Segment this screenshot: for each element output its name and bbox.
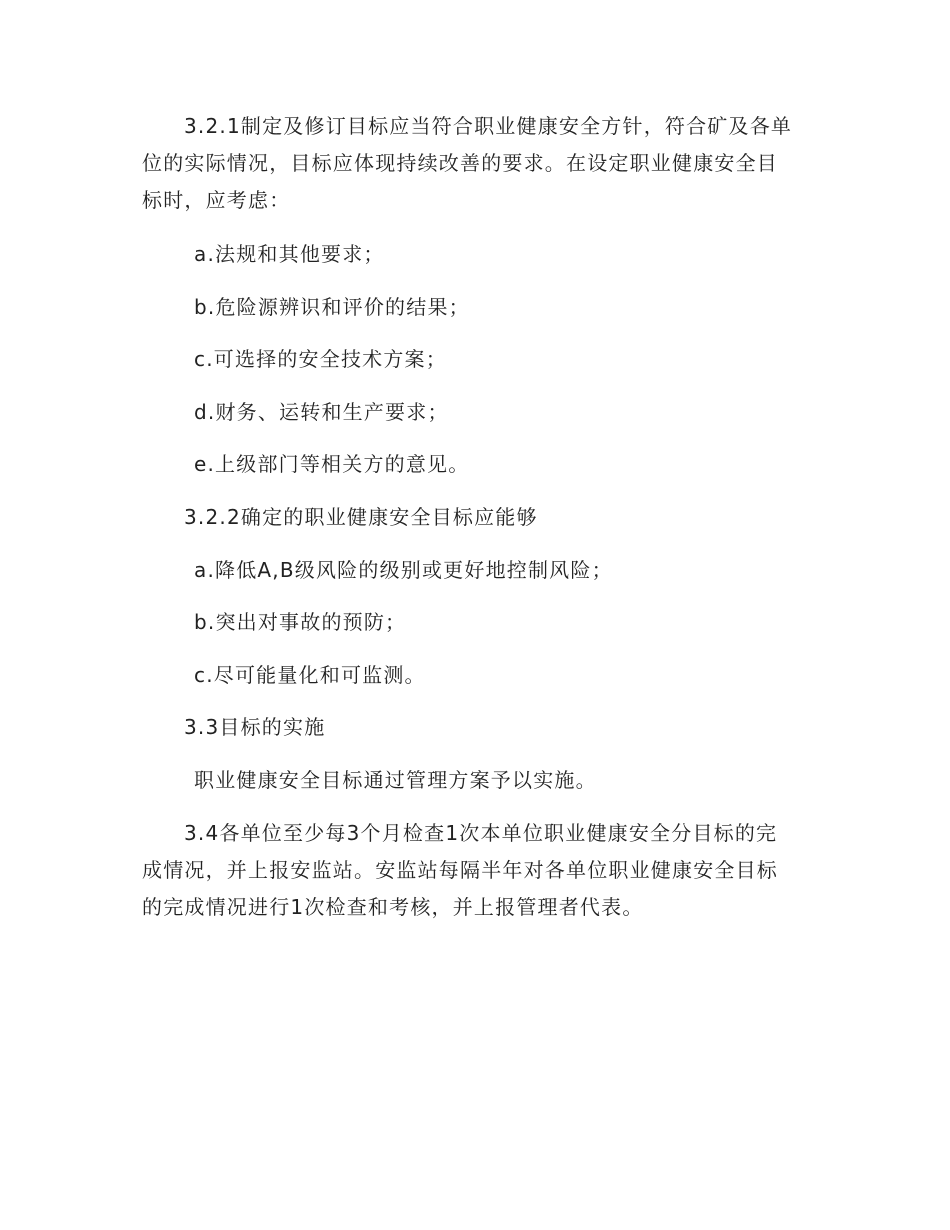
list-item: b.危险源辨识和评价的结果；: [194, 295, 470, 319]
para-33: 职业健康安全目标通过管理方案予以实施。: [194, 768, 597, 792]
list-item: a.降低A,B级风险的级别或更好地控制风险；: [194, 558, 613, 582]
para-321-line-1: 3.2.1制定及修订目标应当符合职业健康安全方针，符合矿及各单: [184, 114, 793, 138]
section-heading-322: 3.2.2确定的职业健康安全目标应能够: [184, 505, 538, 529]
para-34-line-2: 成情况，并上报安监站。安监站每隔半年对各单位职业健康安全目标: [142, 858, 778, 882]
list-item: c.尽可能量化和可监测。: [194, 663, 426, 687]
list-item: c.可选择的安全技术方案；: [194, 347, 447, 371]
list-item: d.财务、运转和生产要求；: [194, 400, 449, 424]
list-item: e.上级部门等相关方的意见。: [194, 452, 470, 476]
para-321-line-2: 位的实际情况，目标应体现持续改善的要求。在设定职业健康安全目: [142, 151, 778, 175]
para-34-line-3: 的完成情况进行1次检查和考核，并上报管理者代表。: [142, 895, 644, 919]
list-item: a.法规和其他要求；: [194, 242, 385, 266]
list-item: b.突出对事故的预防；: [194, 610, 407, 634]
para-321-line-3: 标时，应考虑：: [142, 188, 291, 212]
section-heading-33: 3.3目标的实施: [184, 715, 326, 739]
para-34-line-1: 3.4各单位至少每3个月检查1次本单位职业健康安全分目标的完: [184, 821, 778, 845]
